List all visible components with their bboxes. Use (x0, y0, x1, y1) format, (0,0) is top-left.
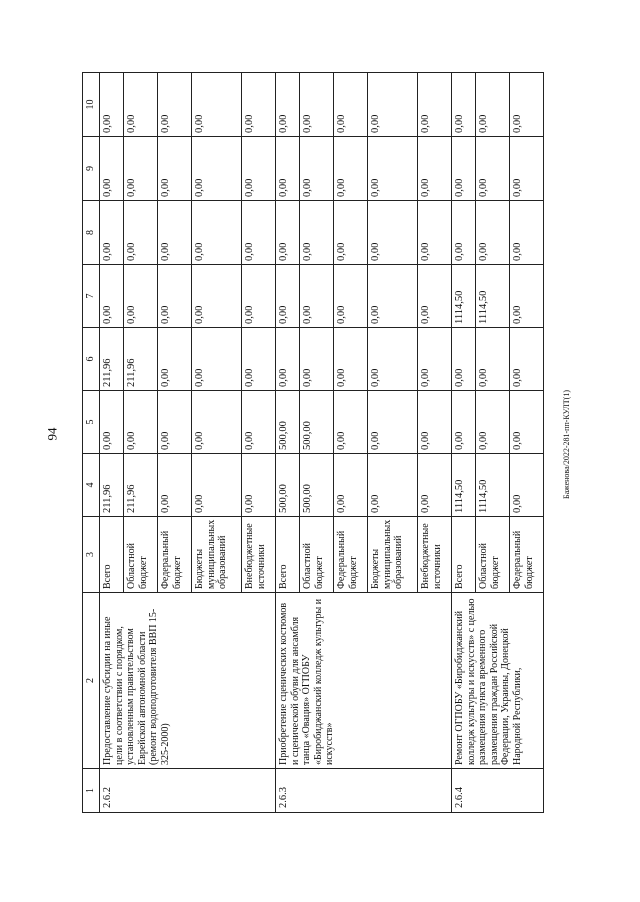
amount-cell: 500,00 (276, 391, 300, 454)
funding-source-cell: Всего (276, 517, 300, 593)
funding-source-cell: Внебюджетные источники (418, 517, 452, 593)
amount-cell: 0,00 (476, 201, 510, 265)
amount-cell: 0,00 (418, 201, 452, 265)
table-row (276, 73, 300, 813)
amount-cell: 211,96 (100, 454, 124, 517)
amount-cell: 0,00 (192, 137, 242, 201)
amount-cell: 0,00 (510, 201, 544, 265)
amount-cell: 0,00 (276, 137, 300, 201)
header-cell: 2 (83, 593, 100, 769)
funding-source-cell: Федеральный бюджет (158, 517, 192, 593)
header-cell: 4 (83, 454, 100, 517)
amount-cell: 0,00 (334, 137, 368, 201)
funding-source-cell: Бюджеты муниципальных образований (192, 517, 242, 593)
amount-cell: 1114,50 (476, 265, 510, 328)
amount-cell: 0,00 (242, 328, 276, 391)
amount-cell: 211,96 (100, 328, 124, 391)
amount-cell: 0,00 (368, 265, 418, 328)
header-cell: 5 (83, 391, 100, 454)
amount-cell: 0,00 (476, 328, 510, 391)
amount-cell: 0,00 (368, 391, 418, 454)
amount-cell: 0,00 (124, 391, 158, 454)
amount-cell: 0,00 (334, 201, 368, 265)
amount-cell: 0,00 (158, 328, 192, 391)
amount-cell: 0,00 (300, 73, 334, 137)
amount-cell: 0,00 (192, 73, 242, 137)
amount-cell: 0,00 (276, 73, 300, 137)
table-row (100, 73, 124, 813)
document-footer: Баженова/2022-281-пп-КУЛТ(1) (561, 390, 571, 499)
amount-cell: 0,00 (300, 201, 334, 265)
amount-cell: 0,00 (242, 391, 276, 454)
amount-cell: 0,00 (334, 328, 368, 391)
amount-cell: 0,00 (510, 137, 544, 201)
amount-cell: 0,00 (418, 454, 452, 517)
amount-cell: 0,00 (452, 201, 476, 265)
funding-source-cell: Всего (452, 517, 476, 593)
budget-table (82, 72, 544, 813)
amount-cell: 500,00 (276, 454, 300, 517)
amount-cell: 0,00 (510, 328, 544, 391)
funding-source-cell: Областной бюджет (124, 517, 158, 593)
amount-cell: 0,00 (158, 265, 192, 328)
amount-cell: 0,00 (100, 73, 124, 137)
amount-cell: 0,00 (158, 391, 192, 454)
amount-cell: 0,00 (368, 137, 418, 201)
amount-cell: 211,96 (124, 328, 158, 391)
amount-cell: 1114,50 (452, 454, 476, 517)
amount-cell: 0,00 (242, 454, 276, 517)
amount-cell: 0,00 (192, 328, 242, 391)
header-cell: 10 (83, 73, 100, 137)
funding-source-cell: Внебюджетные источники (242, 517, 276, 593)
amount-cell: 0,00 (276, 328, 300, 391)
amount-cell: 0,00 (100, 391, 124, 454)
header-cell: 7 (83, 265, 100, 328)
amount-cell: 500,00 (300, 391, 334, 454)
amount-cell: 1114,50 (452, 265, 476, 328)
amount-cell: 0,00 (476, 137, 510, 201)
header-cell: 1 (83, 769, 100, 813)
amount-cell: 0,00 (242, 265, 276, 328)
header-cell: 9 (83, 137, 100, 201)
amount-cell: 0,00 (510, 454, 544, 517)
funding-source-cell: Федеральный бюджет (334, 517, 368, 593)
amount-cell: 0,00 (242, 73, 276, 137)
funding-source-cell: Областной бюджет (476, 517, 510, 593)
amount-cell: 0,00 (334, 391, 368, 454)
amount-cell: 0,00 (418, 328, 452, 391)
amount-cell: 0,00 (334, 73, 368, 137)
funding-source-cell: Всего (100, 517, 124, 593)
amount-cell: 0,00 (192, 391, 242, 454)
amount-cell: 0,00 (124, 265, 158, 328)
amount-cell: 0,00 (418, 73, 452, 137)
amount-cell: 0,00 (192, 201, 242, 265)
amount-cell: 0,00 (158, 73, 192, 137)
table-viewport (82, 73, 535, 813)
amount-cell: 0,00 (452, 328, 476, 391)
header-cell: 3 (83, 517, 100, 593)
amount-cell: 0,00 (300, 328, 334, 391)
amount-cell: 0,00 (510, 391, 544, 454)
amount-cell: 0,00 (124, 201, 158, 265)
item-number-cell: 2.6.4 (452, 769, 544, 813)
amount-cell: 0,00 (242, 201, 276, 265)
amount-cell: 0,00 (368, 328, 418, 391)
amount-cell: 0,00 (276, 265, 300, 328)
page-number: 94 (44, 427, 60, 441)
amount-cell: 0,00 (158, 137, 192, 201)
amount-cell: 0,00 (334, 454, 368, 517)
amount-cell: 0,00 (418, 137, 452, 201)
funding-source-cell: Федеральный бюджет (510, 517, 544, 593)
amount-cell: 0,00 (418, 265, 452, 328)
item-description-cell: Ремонт ОГПОБУ «Биробиджанский колледж культуры и искусств» с целью размещения пункта временного размещения граждан Российской Федерации, Украины, Донецкой Народной Республики, (452, 593, 544, 769)
amount-cell: 0,00 (334, 265, 368, 328)
amount-cell: 0,00 (510, 73, 544, 137)
header-cell: 6 (83, 328, 100, 391)
item-number-cell: 2.6.3 (276, 769, 452, 813)
amount-cell: 0,00 (476, 73, 510, 137)
item-number-cell: 2.6.2 (100, 769, 276, 813)
amount-cell: 0,00 (368, 73, 418, 137)
amount-cell: 0,00 (124, 137, 158, 201)
amount-cell: 0,00 (276, 201, 300, 265)
amount-cell: 0,00 (452, 137, 476, 201)
amount-cell: 0,00 (100, 201, 124, 265)
amount-cell: 1114,50 (476, 454, 510, 517)
amount-cell: 211,96 (124, 454, 158, 517)
amount-cell: 0,00 (192, 265, 242, 328)
header-cell: 8 (83, 201, 100, 265)
amount-cell: 0,00 (100, 137, 124, 201)
amount-cell: 500,00 (300, 454, 334, 517)
funding-source-cell: Бюджеты муниципальных образований (368, 517, 418, 593)
amount-cell: 0,00 (368, 454, 418, 517)
amount-cell: 0,00 (452, 73, 476, 137)
item-description-cell: Предоставление субсидии на иные цели в соответствии с порядком, установленным правительством Еврейской автономной области (ремонт водоподготовителя ВВП 15-325-2000) (100, 593, 276, 769)
amount-cell: 0,00 (158, 454, 192, 517)
amount-cell: 0,00 (300, 265, 334, 328)
amount-cell: 0,00 (368, 201, 418, 265)
amount-cell: 0,00 (510, 265, 544, 328)
amount-cell: 0,00 (192, 454, 242, 517)
item-description-cell: Приобретение сценических костюмов и сценической обуви для ансамбля танца «Овация» ОГПОБУ «Биробиджанский колледж культуры и искусств» (276, 593, 452, 769)
amount-cell: 0,00 (300, 137, 334, 201)
amount-cell: 0,00 (242, 137, 276, 201)
table-row (452, 73, 476, 813)
amount-cell: 0,00 (476, 391, 510, 454)
header-row (83, 73, 100, 813)
amount-cell: 0,00 (124, 73, 158, 137)
funding-source-cell: Областной бюджет (300, 517, 334, 593)
amount-cell: 0,00 (418, 391, 452, 454)
amount-cell: 0,00 (158, 201, 192, 265)
amount-cell: 0,00 (452, 391, 476, 454)
amount-cell: 0,00 (100, 265, 124, 328)
